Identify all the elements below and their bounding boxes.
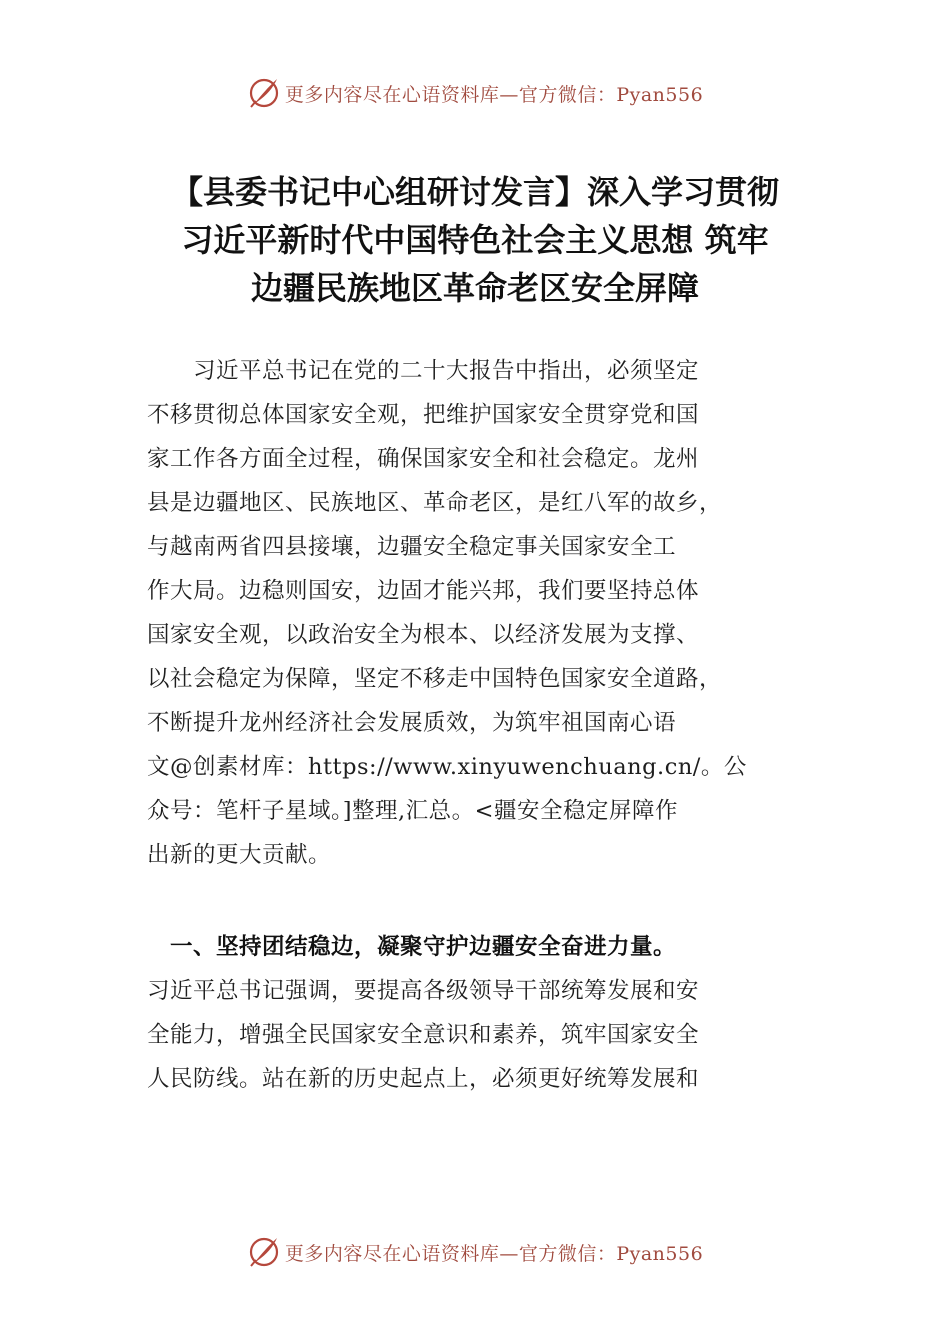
paragraph-line: 习近平总书记强调，要提高各级领导干部统筹发展和安 [147, 978, 700, 1004]
watermark-text: 更多内容尽在心语资料库—官方微信：Pyan556 [284, 83, 704, 106]
watermark-banner-bottom [0, 1232, 950, 1272]
title-line: 【县委书记中心组研讨发言】深入学习贯彻 [170, 173, 779, 211]
document-title [100, 168, 850, 312]
quill-logo-icon [247, 1235, 281, 1269]
section-heading: 一、坚持团结稳边，凝聚守护边疆安全奋进力量。 [147, 934, 677, 960]
intro-paragraph [147, 349, 812, 877]
paragraph-line: 与越南两省四县接壤，边疆安全稳定事关国家安全工 [147, 534, 677, 560]
paragraph-line: 不断提升龙州经济社会发展质效，为筑牢祖国南心语 [147, 710, 677, 736]
title-line: 边疆民族地区革命老区安全屏障 [250, 269, 699, 307]
watermark-banner-top [0, 73, 950, 113]
title-line: 习近平新时代中国特色社会主义思想 筑牢 [181, 221, 769, 259]
watermark-text: 更多内容尽在心语资料库—官方微信：Pyan556 [284, 1242, 704, 1265]
paragraph-line: 家工作各方面全过程，确保国家安全和社会稳定。龙州 [147, 446, 700, 472]
paragraph-line: 人民防线。站在新的历史起点上，必须更好统筹发展和 [147, 1066, 700, 1092]
paragraph-line: 文@创素材库：https://www.xinyuwenchuang.cn/。公 [147, 754, 747, 780]
paragraph-line: 习近平总书记在党的二十大报告中指出，必须坚定 [147, 358, 700, 384]
section-1 [147, 925, 812, 1101]
paragraph-line: 国家安全观，以政治安全为根本、以经济发展为支撑、 [147, 622, 700, 648]
paragraph-line: 以社会稳定为保障，坚定不移走中国特色国家安全道路， [147, 666, 723, 692]
paragraph-line: 全能力，增强全民国家安全意识和素养，筑牢国家安全 [147, 1022, 700, 1048]
quill-logo-icon [247, 76, 281, 110]
paragraph-line: 出新的更大贡献。 [147, 842, 332, 868]
paragraph-line: 众号：笔杆子星域。]整理,汇总。<疆安全稳定屏障作 [147, 798, 679, 824]
paragraph-line: 作大局。边稳则国安，边固才能兴邦，我们要坚持总体 [147, 578, 700, 604]
paragraph-line: 县是边疆地区、民族地区、革命老区，是红八军的故乡， [147, 490, 723, 516]
paragraph-line: 不移贯彻总体国家安全观，把维护国家安全贯穿党和国 [147, 402, 700, 428]
